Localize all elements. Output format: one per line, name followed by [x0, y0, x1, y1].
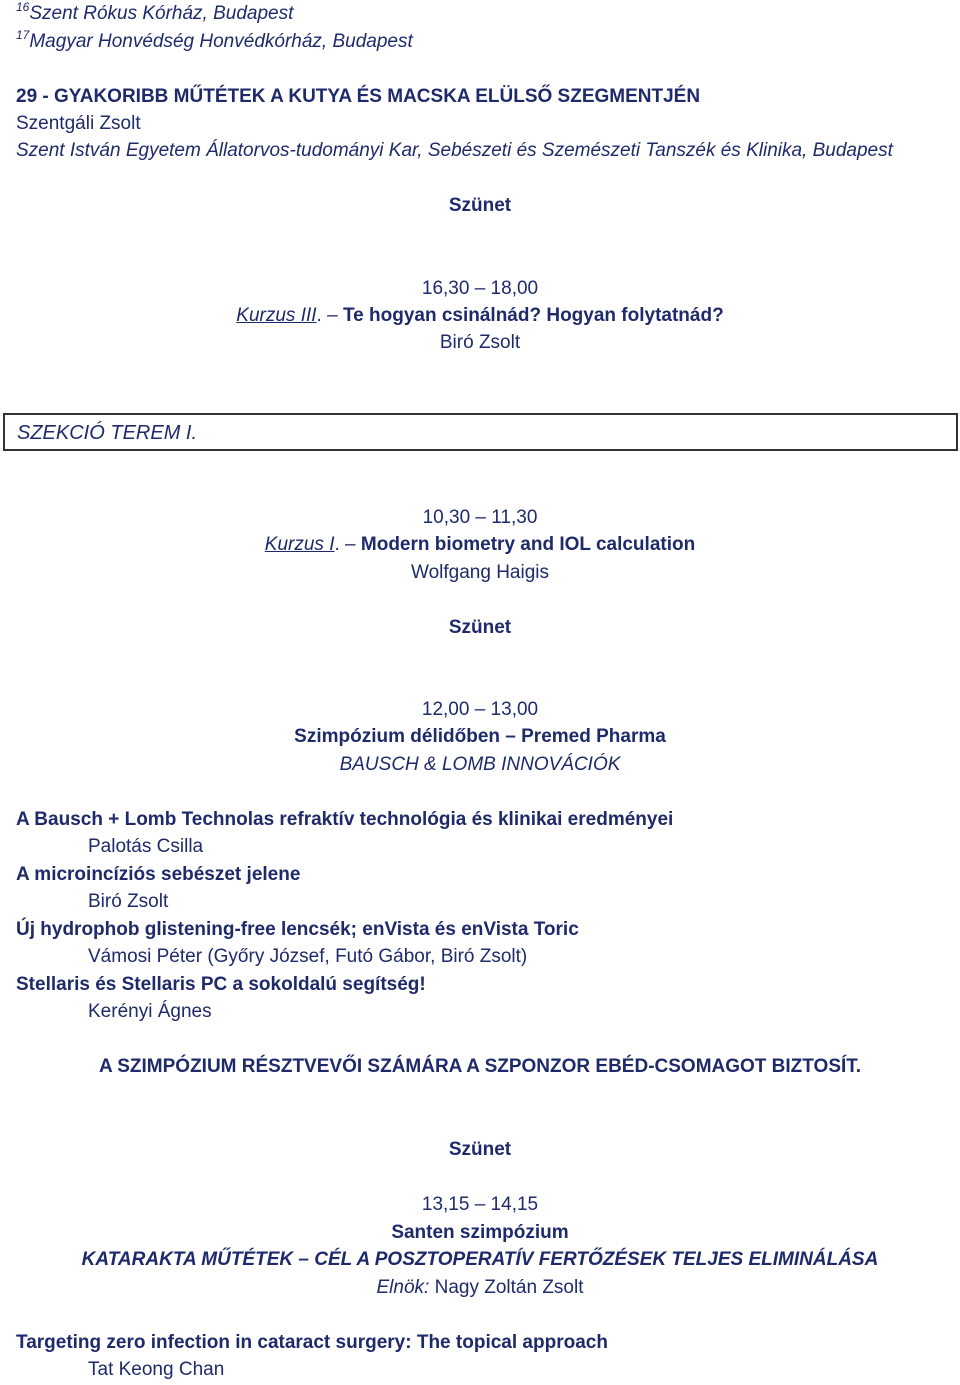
symposium-2-subtitle: KATARAKTA MŰTÉTEK – CÉL A POSZTOPERATÍV FERTŐZÉSEK TELJES ELIMINÁLÁSA: [81, 1249, 879, 1270]
kurzus-1-speaker: Wolfgang Haigis: [410, 562, 549, 583]
symposium-2-chair: [0, 1277, 960, 1299]
symposium-1-subtitle: BAUSCH & LOMB INNOVÁCIÓK: [339, 754, 621, 775]
symposium-1-talk-2-title: A microincíziós sebészet jelene: [16, 864, 301, 885]
symposium-1-title: Szimpózium délidőben – Premed Pharma: [294, 726, 666, 747]
kurzus-3-heading: Kurzus III. – Te hogyan csinálnád? Hogyan folytatnád?: [236, 305, 724, 326]
break-3: Szünet: [448, 1139, 512, 1160]
symposium-2-talk-1-title: Targeting zero infection in cataract surgery: The topical approach: [16, 1332, 608, 1353]
affiliation-17: $^{17}$Magyar Honvédség Honvédkórház, Budapest: [16, 28, 413, 52]
chair-label: Elnök:: [376, 1277, 430, 1298]
break-2: Szünet: [448, 617, 512, 638]
symposium-1-talk-4-title: Stellaris és Stellaris PC a sokoldalú segítség!: [16, 974, 426, 995]
symposium-1-talk-1-speaker: Palotás Csilla: [88, 836, 204, 857]
section-header-box: [3, 413, 958, 451]
section-title: SZEKCIÓ TEREM I.: [17, 422, 198, 444]
kurzus-3-time: 16,30 – 18,00: [421, 278, 539, 299]
symposium-1-talk-2-speaker: Biró Zsolt: [88, 891, 169, 912]
symposium-2-time: 13,15 – 14,15: [421, 1194, 539, 1215]
kurzus-3-speaker: Biró Zsolt: [439, 332, 521, 353]
symposium-1-talk-4-speaker: Kerényi Ágnes: [88, 1001, 212, 1022]
kurzus-1-time: 10,30 – 11,30: [422, 507, 538, 528]
talk-29-title: 29 - GYAKORIBB MŰTÉTEK A KUTYA ÉS MACSKA ELÜLSŐ SZEGMENTJÉN: [16, 86, 701, 107]
break-1: Szünet: [448, 195, 512, 216]
symposium-2-talk-1-speaker: Tat Keong Chan: [88, 1359, 225, 1380]
chair-name: Nagy Zoltán Zsolt: [434, 1277, 584, 1298]
kurzus-1-heading: Kurzus I. – Modern biometry and IOL calculation: [264, 534, 696, 555]
symposium-1-talk-1-title: A Bausch + Lomb Technolas refraktív technológia és klinikai eredményei: [16, 809, 674, 830]
symposium-1-talk-3-speaker: Vámosi Péter (Győry József, Futó Gábor, Biró Zsolt): [88, 946, 528, 967]
symposium-1-talk-3-title: Új hydrophob glistening-free lencsék; enVista és enVista Toric: [16, 919, 579, 940]
symposium-2-title: Santen szimpózium: [391, 1222, 569, 1243]
talk-29-institution: Szent István Egyetem Állatorvos-tudományi Kar, Sebészeti és Szemészeti Tanszék és Klinika, Budapest: [16, 140, 893, 161]
affiliation-16: $^{16}$Szent Rókus Kórház, Budapest: [16, 0, 294, 24]
talk-29-speaker: Szentgáli Zsolt: [16, 113, 141, 134]
symposium-1-time: 12,00 – 13,00: [421, 699, 539, 720]
symposium-1-notice: A SZIMPÓZIUM RÉSZTVEVŐI SZÁMÁRA A SZPONZOR EBÉD-CSOMAGOT BIZTOSÍT.: [98, 1056, 862, 1077]
